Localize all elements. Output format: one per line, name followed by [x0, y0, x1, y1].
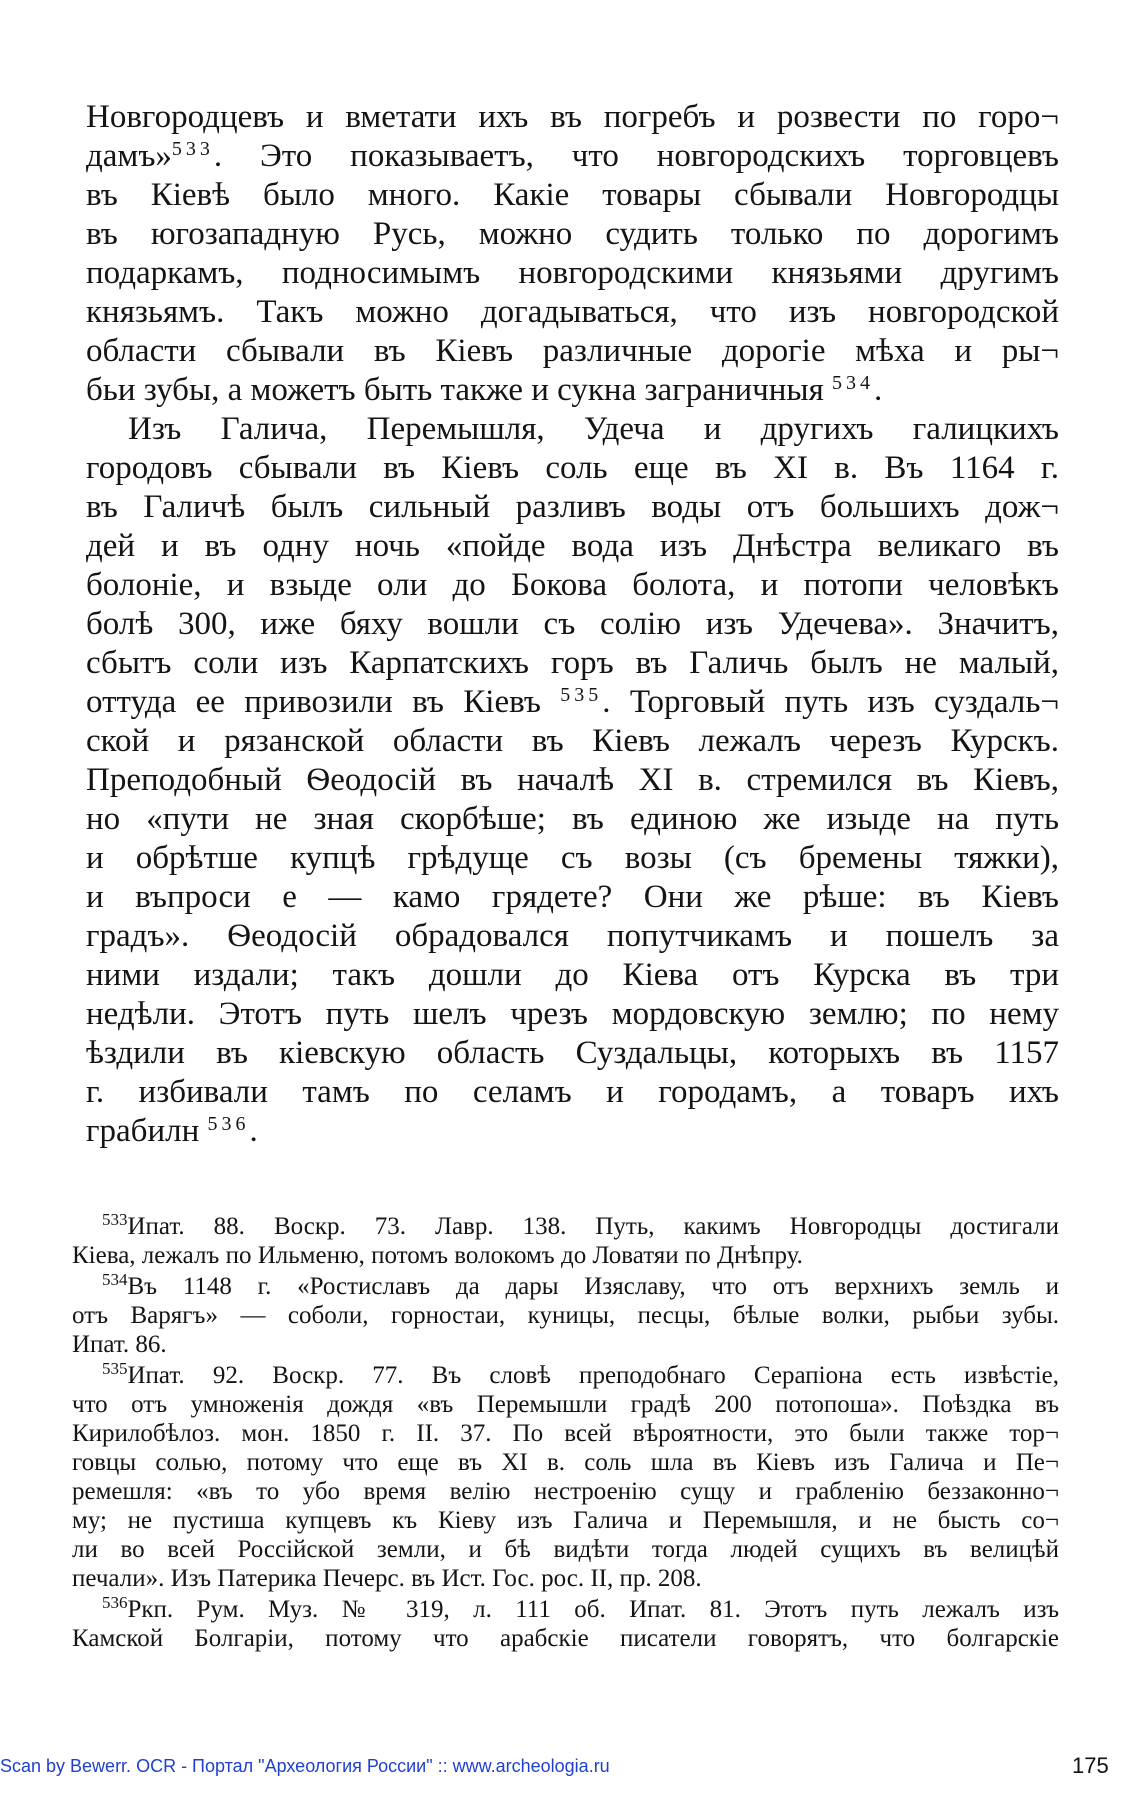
- footnote-line: ли во всей Россійской земли, и бѣ видѣти тогда людей сущихъ въ велицѣй: [72, 1536, 1059, 1563]
- footnote-line: печали». Изъ Патерика Печерс. въ Ист. Гос. рос. II, пр. 208.: [72, 1565, 702, 1592]
- footnote-number: 535: [102, 1359, 128, 1378]
- text-line: Изъ Галича, Перемышля, Удеча и другихъ галицкихъ: [128, 411, 1059, 447]
- text-line: болѣ 300, иже бяху вошли съ солію изъ Удечева». Значитъ,: [86, 606, 1059, 642]
- text-line: оттуда ее привозили въ Кіевъ $^{535}$. Торговый путь изъ суздаль¬: [86, 684, 1060, 720]
- text-line: подаркамъ, подносимымъ новгородскими князьями другимъ: [86, 255, 1059, 291]
- text-line: области сбывали въ Кіевъ различные дорогіе мѣха и ры¬: [86, 333, 1059, 369]
- paragraph: [86, 410, 1059, 1151]
- text-line: грабилн $^{536}$.: [86, 1113, 258, 1149]
- text-line: Новгородцевъ и вметати ихъ въ погребъ и розвести по горо¬: [86, 99, 1059, 135]
- footnote-number: 536: [102, 1593, 128, 1612]
- footnote-line: Ипат. 86.: [72, 1331, 167, 1358]
- text-line: недѣли. Этотъ путь шелъ чрезъ мордовскую землю; по нему: [86, 996, 1059, 1032]
- text-line: болоніе, и взыде оли до Бокова болота, и потопи человѣкъ: [86, 567, 1059, 603]
- footnote-ref[interactable]: 534: [832, 372, 875, 394]
- footnote-ref[interactable]: 536: [207, 1113, 250, 1135]
- text-line: ской и рязанской области въ Кіевъ лежалъ черезъ Курскъ.: [86, 723, 1059, 759]
- text-line: и въпроси е — камо грядете? Они же рѣше: въ Кіевъ: [86, 879, 1059, 915]
- footnote: [72, 1212, 1059, 1270]
- footnote-line: $^{534}$Въ 1148 г. «Ростиславъ да дары Изяславу, что отъ верхнихъ земль и: [102, 1270, 1059, 1300]
- footnote-line: $^{533}$Ипат. 88. Воскр. 73. Лавр. 138. Путь, какимъ Новгородцы достигали: [102, 1210, 1059, 1240]
- footnote-line: что отъ умноженія дождя «въ Перемышли градѣ 200 потопоша». Поѣздка въ: [72, 1391, 1059, 1418]
- scan-credit-link[interactable]: Scan by Bewerr. OCR - Портал "Археология России" :: www.archeologia.ru: [0, 1756, 610, 1776]
- text-line: князьямъ. Такъ можно догадываться, что изъ новгородской: [86, 294, 1059, 330]
- text-line: въ Кіевѣ было много. Какіе товары сбывали Новгородцы: [86, 177, 1059, 213]
- text-line: бьи зубы, а можетъ быть также и сукна заграничныя $^{534}$.: [86, 372, 883, 408]
- footnote-number: 533: [102, 1210, 128, 1229]
- text-line: Преподобный Ѳеодосій въ началѣ XI в. стремился въ Кіевъ,: [86, 762, 1059, 798]
- footnote: [72, 1361, 1059, 1593]
- footnote-line: Камской Болгаріи, потому что арабскіе писатели говорятъ, что болгарскіе: [72, 1625, 1059, 1652]
- text-line: ѣздили въ кіевскую область Суздальцы, которыхъ въ 1157: [86, 1035, 1059, 1071]
- footnote-line: ремешля: «въ то убо время велію нестроенію сущу и грабленію беззаконно¬: [72, 1478, 1059, 1505]
- text-line: г. избивали тамъ по селамъ и городамъ, а товаръ ихъ: [86, 1074, 1059, 1110]
- footnote-ref[interactable]: 535: [560, 684, 603, 706]
- page-number: 175: [1072, 1753, 1109, 1778]
- main-text: [86, 98, 1059, 1151]
- footnote-line: Кирилобѣлоз. мон. 1850 г. II. 37. По всей вѣроятности, это были также тор¬: [72, 1420, 1059, 1447]
- paragraph: [86, 98, 1059, 410]
- footnote-number: 534: [102, 1270, 128, 1289]
- footnotes: [72, 1212, 1059, 1655]
- text-line: градъ». Ѳеодосій обрадовался попутчикамъ и пошелъ за: [86, 918, 1059, 954]
- text-line: въ Галичѣ былъ сильный разливъ воды отъ большихъ дож¬: [86, 489, 1059, 525]
- text-line: дей и въ одну ночь «пойде вода изъ Днѣстра великаго въ: [86, 528, 1059, 564]
- text-line: сбытъ соли изъ Карпатскихъ горъ въ Галичь былъ не малый,: [86, 645, 1059, 681]
- footnote: [72, 1272, 1059, 1359]
- footnote-line: $^{535}$Ипат. 92. Воскр. 77. Въ словѣ преподобнаго Серапіона есть извѣстіе,: [102, 1359, 1059, 1389]
- footnote-line: говцы солью, потому что еще въ XI в. соль шла въ Кіевъ изъ Галича и Пе¬: [72, 1449, 1059, 1476]
- footnote-line: му; не пустиша купцевъ къ Кіеву изъ Галича и Перемышля, и не бысть со¬: [72, 1507, 1059, 1534]
- text-line: но «пути не зная скорбѣше; въ единою же изыде на путь: [86, 801, 1059, 837]
- text-line: дамъ»$^{533}$. Это показываетъ, что новгородскихъ торговцевъ: [86, 138, 1059, 174]
- text-line: ними издали; такъ дошли до Кіева отъ Курска въ три: [86, 957, 1059, 993]
- text-line: городовъ сбывали въ Кіевъ соль еще въ XI в. Въ 1164 г.: [86, 450, 1059, 486]
- footnote-line: отъ Варягъ» — соболи, горностаи, куницы, песцы, бѣлые волки, рыбьи зубы.: [72, 1302, 1059, 1329]
- footnote-line: Кіева, лежалъ по Ильменю, потомъ волокомъ до Ловатяи по Днѣпру.: [72, 1242, 803, 1269]
- footnote: [72, 1595, 1059, 1653]
- footnote-line: $^{536}$Ркп. Рум. Муз. № 319, л. 111 об. Ипат. 81. Этотъ путь лежалъ изъ: [102, 1593, 1059, 1623]
- footnote-ref[interactable]: 533: [171, 138, 214, 160]
- text-line: и обрѣтше купцѣ грѣдуще съ возы (съ бремены тяжки),: [86, 840, 1059, 876]
- text-line: въ югозападную Русь, можно судить только по дорогимъ: [86, 216, 1059, 252]
